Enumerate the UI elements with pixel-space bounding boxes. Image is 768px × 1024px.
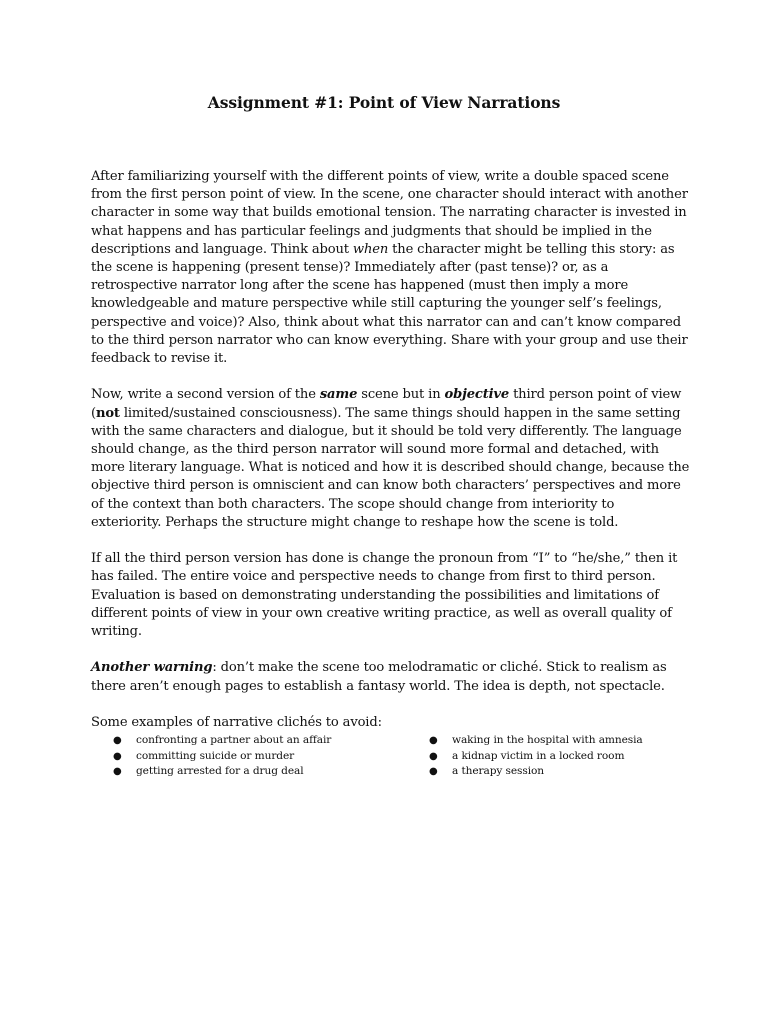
- list-item: [91, 749, 407, 764]
- text-line: to the third person narrator who can know everything. Share with your group and use their: [91, 332, 688, 348]
- evaluation-paragraph: [91, 550, 691, 641]
- cliche-examples-list: [91, 733, 691, 779]
- bullet-icon: ●: [113, 735, 122, 747]
- list-item: [91, 733, 407, 748]
- emphasis-when: when: [352, 241, 389, 257]
- text-line: what happens and has particular feelings and judgments that should be implied in the: [91, 223, 652, 239]
- text-line: objective third person is omniscient and can know both characters’ perspectives and more: [91, 478, 681, 494]
- text-line: [91, 241, 691, 259]
- text-line: there aren’t enough pages to establish a fantasy world. The idea is depth, not spectacle.: [91, 678, 665, 694]
- examples-left-column: [91, 733, 407, 779]
- bullet-icon: ●: [429, 735, 438, 747]
- first-person-instructions-paragraph: [91, 168, 691, 368]
- text-line: [91, 386, 691, 404]
- list-item: [407, 749, 691, 764]
- examples-right-column: [407, 733, 691, 779]
- assignment-body: [91, 168, 691, 779]
- text-line: [91, 659, 691, 677]
- text-line: perspective and voice)? Also, think about what this narrator can and can’t know compared: [91, 314, 681, 330]
- emphasis-another-warning: Another warning: [91, 660, 213, 676]
- text-line: [91, 405, 691, 423]
- text-line: from the first person point of view. In the scene, one character should interact with another: [91, 187, 688, 203]
- text-run: limited/sustained consciousness). The same things should happen in the same setting: [119, 405, 681, 421]
- list-item-text: confronting a partner about an affair: [136, 734, 332, 747]
- text-line: character in some way that builds emotional tension. The narrating character is invested in: [91, 205, 687, 221]
- text-line: retrospective narrator long after the scene has happened (must then imply a more: [91, 278, 629, 294]
- text-line: with the same characters and dialogue, but it should be told very differently. The language: [91, 423, 682, 439]
- text-line: knowledgeable and mature perspective while still capturing the younger self’s feelings,: [91, 296, 662, 312]
- warning-paragraph: [91, 659, 691, 695]
- text-line: feedback to revise it.: [91, 351, 228, 367]
- bullet-icon: ●: [429, 750, 438, 762]
- emphasis-not: not: [95, 405, 120, 421]
- text-run: (: [91, 405, 96, 421]
- list-item-text: waking in the hospital with amnesia: [452, 734, 643, 747]
- text-line: If all the third person version has done is change the pronoun from “I” to “he/she,” then it: [91, 551, 678, 567]
- list-item-text: committing suicide or murder: [136, 749, 295, 762]
- text-line: more literary language. What is noticed and how it is described should change, because the: [91, 460, 690, 476]
- bullet-icon: ●: [429, 765, 438, 777]
- text-line: exteriority. Perhaps the structure might change to reshape how the scene is told.: [91, 514, 619, 530]
- bullet-icon: ●: [113, 765, 122, 777]
- list-item-text: a therapy session: [452, 764, 545, 777]
- text-run: : don’t make the scene too melodramatic or cliché. Stick to realism as: [212, 660, 667, 676]
- text-run: Now, write a second version of the: [91, 387, 320, 403]
- bullet-icon: ●: [113, 750, 122, 762]
- text-line: the scene is happening (present tense)? Immediately after (past tense)? or, as a: [91, 260, 609, 276]
- text-line: should change, as the third person narrator will sound more formal and detached, with: [91, 442, 659, 458]
- text-run: third person point of view: [509, 387, 682, 403]
- text-run: descriptions and language. Think about: [91, 241, 353, 257]
- text-line: writing.: [91, 624, 142, 640]
- list-item: [91, 764, 407, 779]
- text-run: scene but in: [357, 387, 445, 403]
- examples-intro: Some examples of narrative clichés to avoid:: [91, 715, 382, 731]
- list-item: [407, 733, 691, 748]
- text-line: has failed. The entire voice and perspective needs to change from first to third person.: [91, 569, 656, 585]
- text-line: of the context than both characters. The scope should change from interiority to: [91, 496, 615, 512]
- emphasis-objective: objective: [444, 387, 510, 403]
- emphasis-same: same: [319, 387, 358, 403]
- third-person-instructions-paragraph: [91, 386, 691, 532]
- list-item-text: getting arrested for a drug deal: [136, 764, 304, 777]
- list-item-text: a kidnap victim in a locked room: [452, 749, 625, 762]
- text-run: the character might be telling this story: as: [388, 241, 675, 257]
- list-item: [407, 764, 691, 779]
- text-line: Evaluation is based on demonstrating understanding the possibilities and limitations of: [91, 587, 659, 603]
- page-title: Assignment #1: Point of View Narrations: [207, 93, 561, 112]
- text-line: After familiarizing yourself with the different points of view, write a double spaced scene: [91, 169, 669, 184]
- text-line: different points of view in your own creative writing practice, as well as overall quality of: [91, 605, 672, 621]
